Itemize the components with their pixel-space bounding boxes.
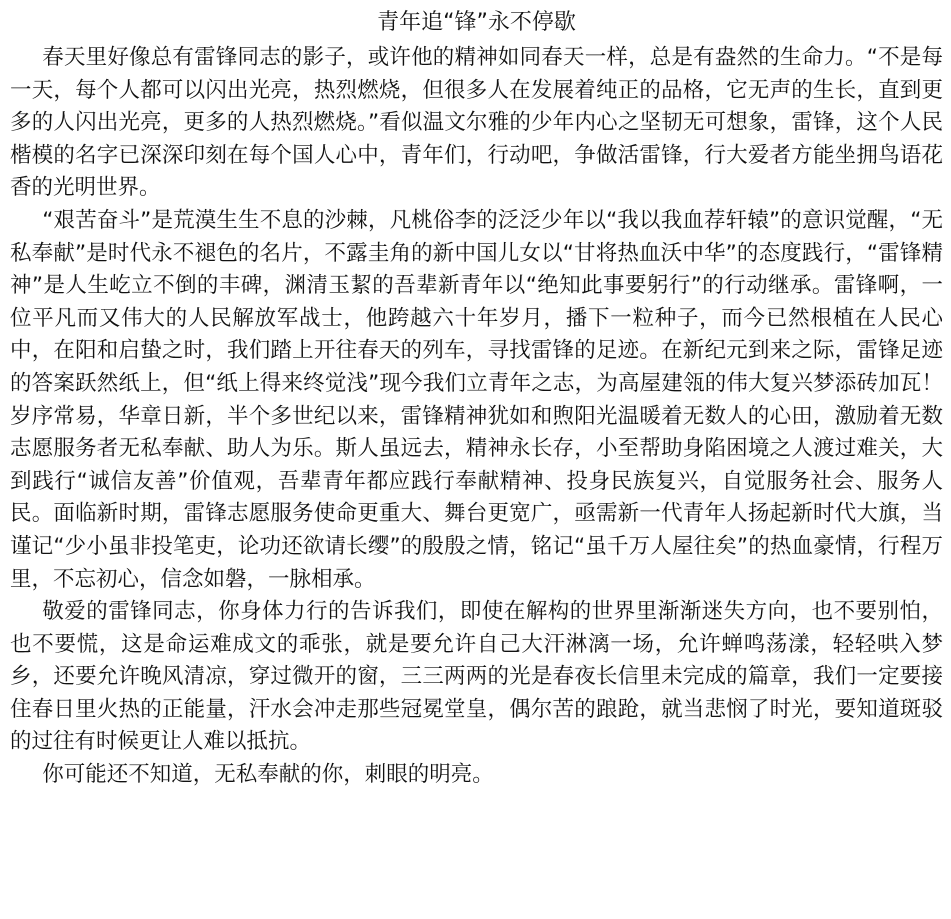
paragraph-4: 你可能还不知道，无私奉献的你，刺眼的明亮。 <box>42 762 494 788</box>
paragraph-3: 敬爱的雷锋同志，你身体力行的告诉我们，即使在解构的世界里渐渐迷失方向，也不要别怕，也不要慌，这是命运难成文的乖张，就是要允许自己大汗淋漓一场，允许蝉鸣荡漾，轻轻哄入梦乡，还要允许晚风清凉，穿过微开的窗，三三两两的光是春夜长信里未完成的篇章，我们一定要接住春日里火热的正能量，汗水会冲走那些冠冕堂皇，偶尔苦的踉跄，就当悲悯了时光，要知道斑驳的过往有时候更让人难以抵抗。 <box>10 599 943 755</box>
paragraph-1: 春天里好像总有雷锋同志的影子，或许他的精神如同春天一样，总是有盎然的生命力。“不是每一天，每个人都可以闪出光亮，热烈燃烧，但很多人在发展着纯正的品格，它无声的生长，直到更多的人闪出光亮，更多的人热烈燃烧。”看似温文尔雅的少年内心之坚韧无可想象，雷锋，这个人民楷模的名字已深深印刻在每个国人心中，青年们，行动吧，争做活雷锋，行大爱者方能坐拥鸟语花香的光明世界。 <box>10 45 943 201</box>
document-title: 青年追“锋”永不停歇 <box>377 10 576 35</box>
paragraph-2: “艰苦奋斗”是荒漠生生不息的沙棘，凡桃俗李的泛泛少年以“我以我血荐轩辕”的意识觉醒，“无私奉献”是时代永不褪色的名片，不露圭角的新中国儿女以“甘将热血沃中华”的态度践行，“雷锋精神”是人生屹立不倒的丰碑，渊清玉絜的吾辈新青年以“绝知此事要躬行”的行动继承。雷锋啊，一位平凡而又伟大的人民解放军战士，他跨越六十年岁月，播下一粒种子，而今已然根植在人民心中，在阳和启蛰之时，我们踏上开往春天的列车，寻找雷锋的足迹。在新纪元到来之际，雷锋足迹的答案跃然纸上，但“纸上得来终觉浅”现今我们立青年之志，为高屋建瓴的伟大复兴梦添砖加瓦！岁序常易，华章日新，半个多世纪以来，雷锋精神犹如和煦阳光温暖着无数人的心田，激励着无数志愿服务者无私奉献、助人为乐。斯人虽远去，精神永长存，小至帮助身陷困境之人渡过难关，大到践行“诚信友善”价值观，吾辈青年都应践行奉献精神、投身民族复兴，自觉服务社会、服务人民。面临新时期，雷锋志愿服务使命更重大、舞台更宽广，亟需新一代青年人扬起新时代大旗，当谨记“少小虽非投笔吏，论功还欲请长缨”的殷殷之情，铭记“虽千万人屋往矣”的热血豪情，行程万里，不忘初心，信念如磐，一脉相承。 <box>10 207 943 592</box>
